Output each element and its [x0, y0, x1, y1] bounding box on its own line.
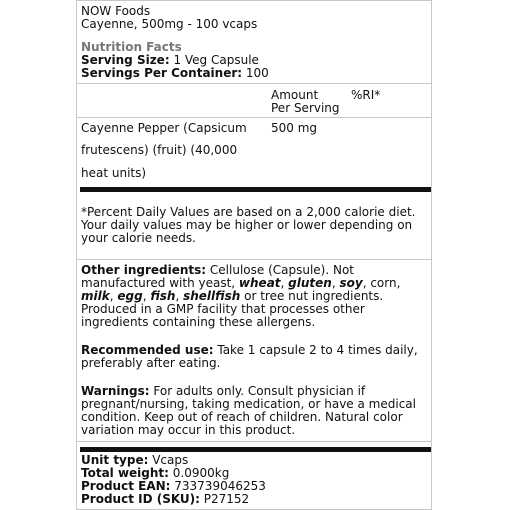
allergen-shellfish: shellfish: [183, 289, 241, 303]
ingredient-name-line2: frutescens) (fruit) (40,000: [81, 143, 238, 157]
other-ingredients-text: or tree nut ingredients.: [240, 289, 384, 303]
allergen-soy: soy: [339, 276, 363, 290]
separator: ,: [109, 289, 118, 303]
servings-per-container-line: [81, 67, 269, 80]
other-ingredients-text: , corn,: [362, 276, 401, 290]
recommended-use-text: Take 1 capsule 2 to 4 times daily,: [213, 343, 418, 357]
separator: ,: [142, 289, 151, 303]
allergen-milk: milk: [81, 289, 110, 303]
divider: [77, 259, 431, 260]
ingredient-name-line3: heat units): [81, 166, 147, 180]
product-sku-value: P27152: [199, 492, 250, 506]
warnings-label: Warnings:: [81, 384, 150, 398]
column-header-per-serving: Per Serving: [271, 101, 340, 115]
other-ingredients-text: Cellulose (Capsule). Not: [206, 263, 355, 277]
unit-type-value: Vcaps: [148, 453, 189, 467]
product-ean-label: Product EAN:: [81, 479, 171, 493]
divider: [77, 83, 431, 84]
allergen-gluten: gluten: [288, 276, 332, 290]
allergen-fish: fish: [150, 289, 176, 303]
other-ingredients-label: Other ingredients:: [81, 263, 207, 277]
allergen-wheat: wheat: [238, 276, 281, 290]
separator: ,: [280, 276, 289, 290]
serving-size-value: 1 Veg Capsule: [169, 53, 259, 67]
serving-size-label: Serving Size:: [81, 53, 170, 67]
unit-type-label: Unit type:: [81, 453, 149, 467]
total-weight-value: 0.0900kg: [168, 466, 230, 480]
footnote-line1: *Percent Daily Values are based on a 2,000 calorie diet.: [81, 205, 416, 219]
brand-name: NOW Foods: [81, 4, 151, 18]
warnings-line2: pregnant/nursing, taking medication, or have a medical: [81, 397, 416, 411]
recommended-use-label: Recommended use:: [81, 343, 214, 357]
separator: ,: [175, 289, 184, 303]
column-header-amount: Amount: [271, 88, 319, 102]
product-name: Cayenne, 500mg - 100 vcaps: [81, 17, 258, 31]
separator: ,: [331, 276, 340, 290]
other-ingredients-text: manufactured with yeast,: [81, 276, 239, 290]
recommended-use-line2: preferably after eating.: [81, 356, 221, 370]
ingredient-name-line1: Cayenne Pepper (Capsicum: [81, 121, 247, 135]
servings-per-container-label: Servings Per Container:: [81, 66, 243, 80]
warnings-line4: variation may occur in this product.: [81, 423, 296, 437]
nutrition-facts-title: Nutrition Facts: [81, 40, 182, 54]
divider: [77, 441, 431, 442]
warnings-text: For adults only. Consult physician if: [149, 384, 366, 398]
footnote-line3: your calorie needs.: [81, 231, 196, 245]
other-ingredients-line4: Produced in a GMP facility that processes other: [81, 302, 365, 316]
ingredient-amount: 500 mg: [271, 121, 318, 135]
thick-divider: [80, 447, 431, 452]
other-ingredients-line5: ingredients containing these allergens.: [81, 315, 316, 329]
thick-divider: [80, 187, 431, 192]
supplement-label-panel: [76, 0, 432, 510]
total-weight-label: Total weight:: [81, 466, 169, 480]
warnings-line3: condition. Keep out of reach of children. Natural color: [81, 410, 403, 424]
footnote-line2: Your daily values may be higher or lower depending on: [81, 218, 413, 232]
column-header-ri: %RI*: [351, 88, 381, 102]
product-ean-value: 733739046253: [170, 479, 266, 493]
servings-per-container-value: 100: [242, 66, 269, 80]
product-sku-label: Product ID (SKU):: [81, 492, 200, 506]
allergen-egg: egg: [117, 289, 143, 303]
divider: [77, 117, 431, 118]
product-sku-line: [81, 493, 249, 506]
